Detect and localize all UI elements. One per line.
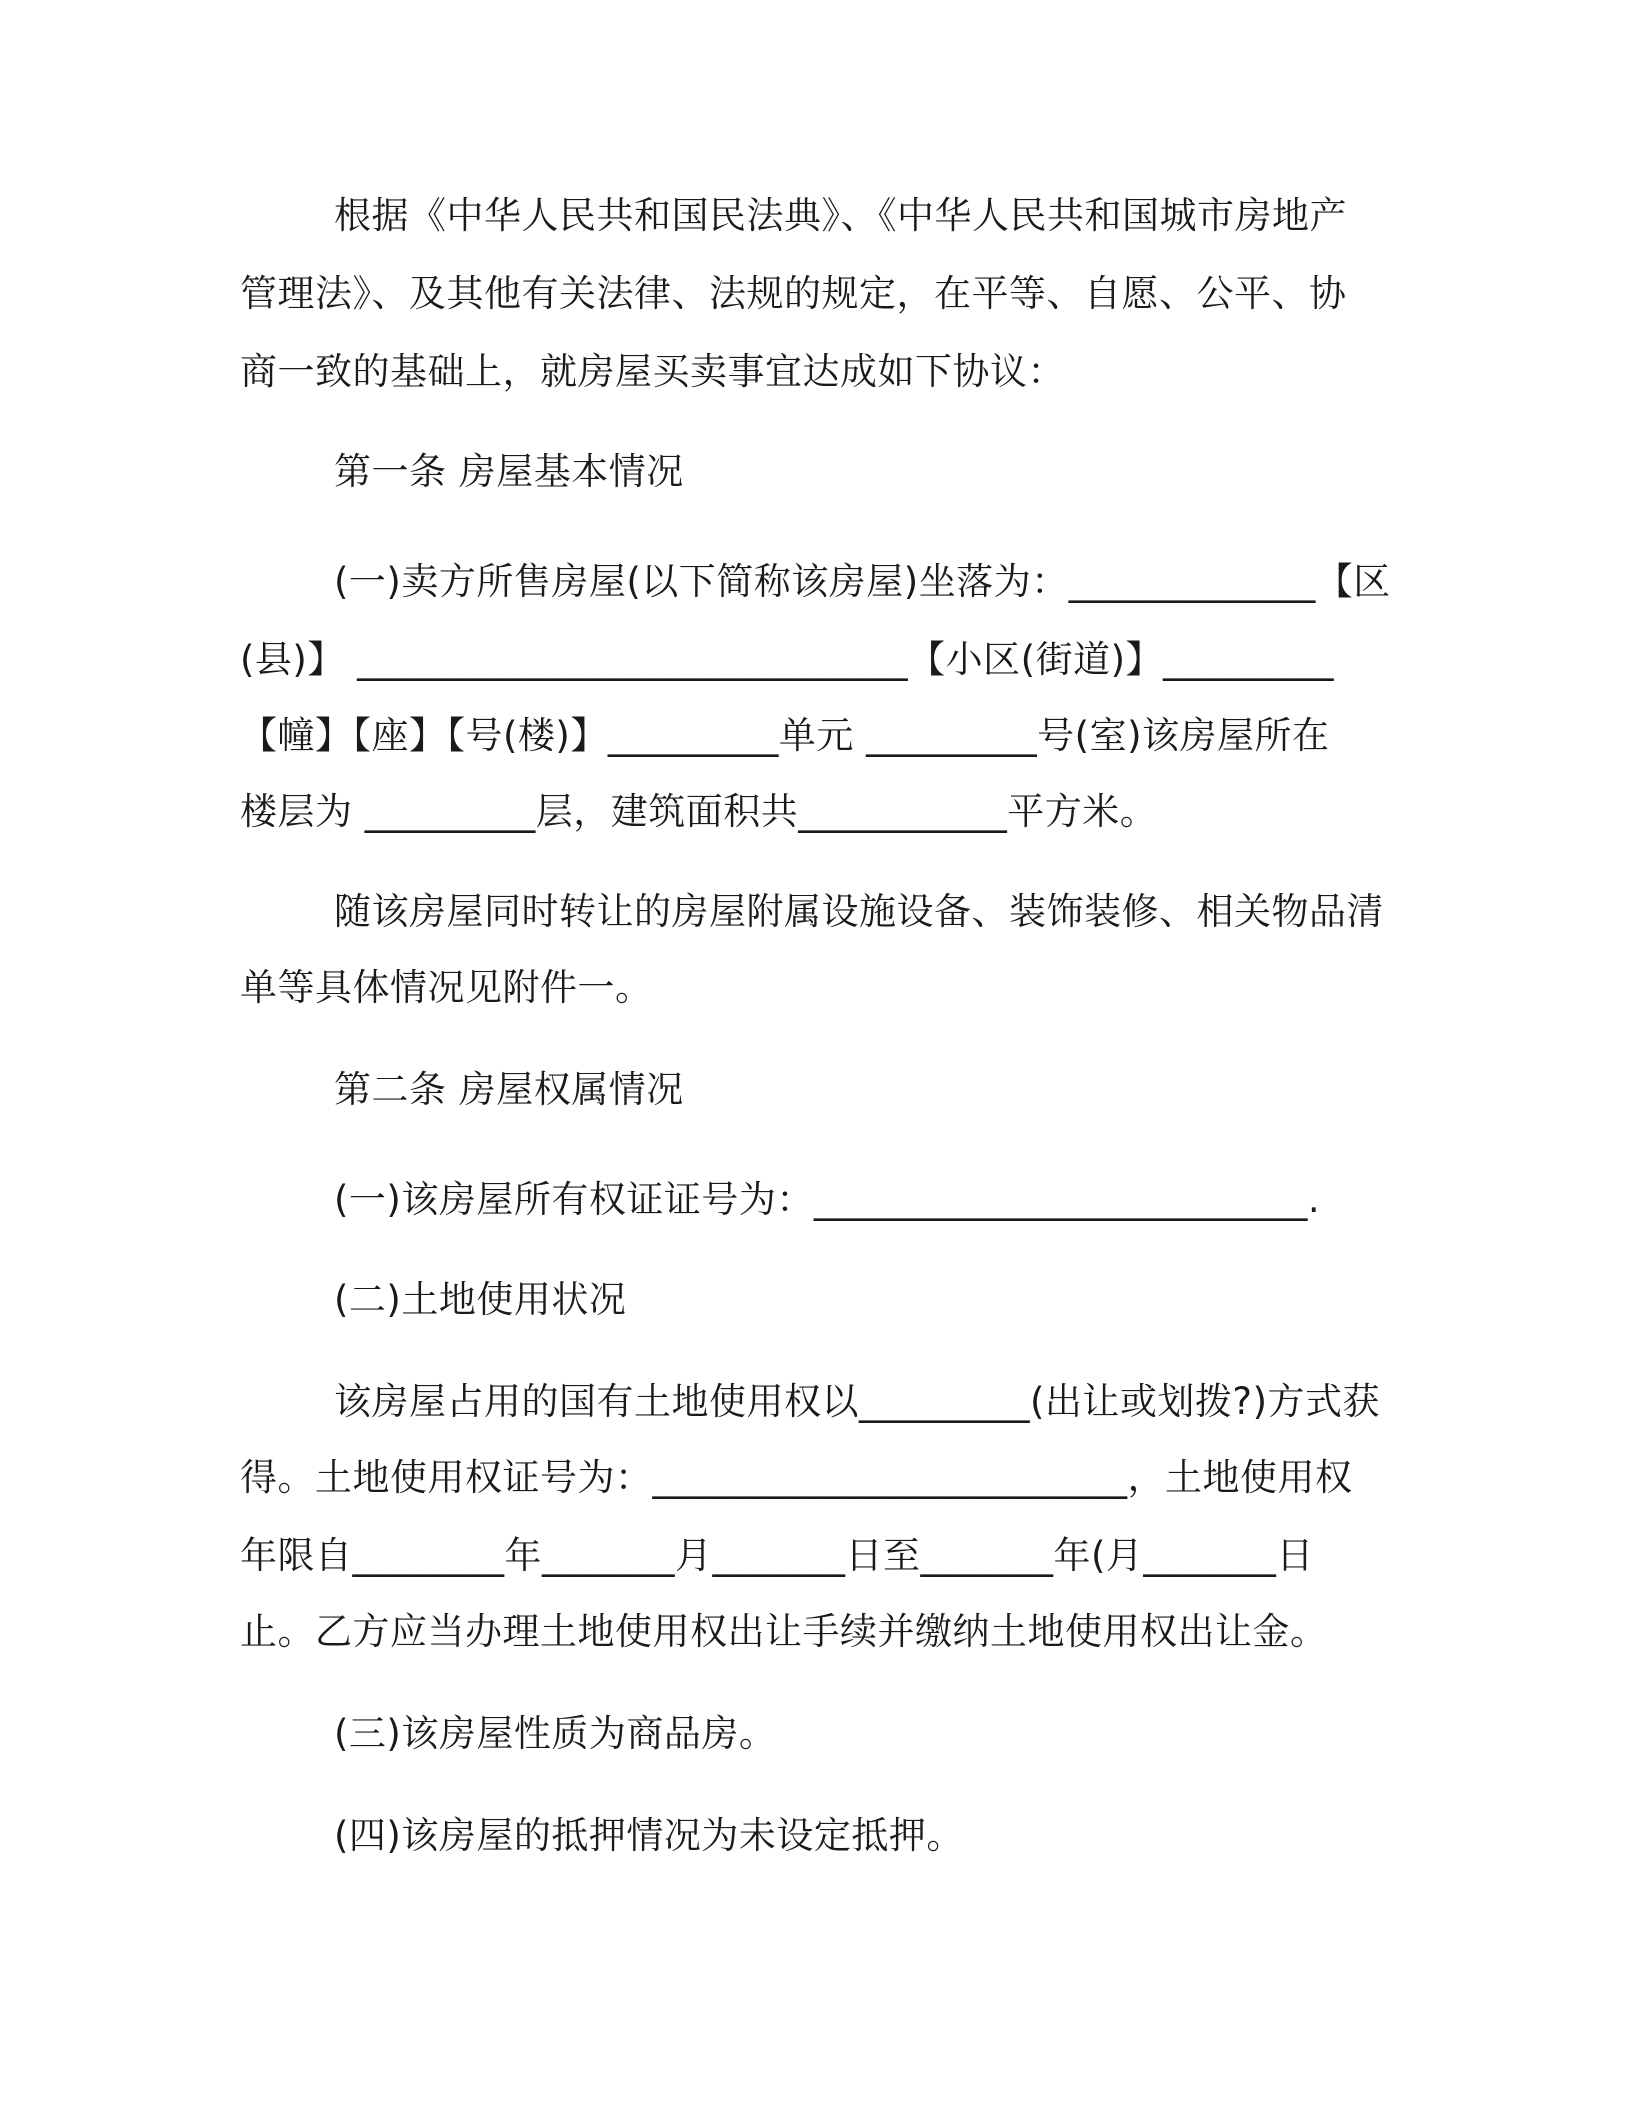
land-use-line-2: 得。土地使用权证号为：_________________________，土地使用权 [240, 1456, 1353, 1499]
article-2-item-2-heading: (二)土地使用状况 [334, 1278, 627, 1321]
article-2-heading: 第二条 房屋权属情况 [334, 1068, 684, 1111]
article-1-item-1-line-4: 楼层为 _________层，建筑面积共___________平方米。 [240, 790, 1158, 833]
article-2-item-1: (一)该房屋所有权证证号为：__________________________. [334, 1178, 1321, 1221]
article-1-para-2-line-2: 单等具体情况见附件一。 [240, 966, 653, 1009]
preamble-line-3: 商一致的基础上，就房屋买卖事宜达成如下协议： [240, 350, 1065, 393]
article-2-item-3: (三)该房屋性质为商品房。 [334, 1712, 777, 1755]
article-1-item-1-line-2: (县)】 _____________________________【小区(街道)】_________ [240, 638, 1335, 681]
land-use-line-1: 该房屋占用的国有土地使用权以_________(出让或划拨?)方式获 [334, 1380, 1381, 1423]
article-2-item-4: (四)该房屋的抵押情况为未设定抵押。 [334, 1814, 964, 1857]
article-1-item-1-line-3: 【幢】【座】【号(楼)】_________单元 _________号(室)该房屋所在 [240, 714, 1330, 757]
article-1-item-1-line-1: (一)卖方所售房屋(以下简称该房屋)坐落为：_____________【区 [334, 560, 1391, 603]
article-1-para-2-line-1: 随该房屋同时转让的房屋附属设施设备、装饰装修、相关物品清 [334, 890, 1384, 933]
land-use-line-4: 止。乙方应当办理土地使用权出让手续并缴纳土地使用权出让金。 [240, 1610, 1328, 1653]
article-1-heading: 第一条 房屋基本情况 [334, 450, 684, 493]
preamble-line-1: 根据《中华人民共和国民法典》、《中华人民共和国城市房地产 [334, 194, 1347, 237]
preamble-line-2: 管理法》、及其他有关法律、法规的规定，在平等、自愿、公平、协 [240, 272, 1347, 315]
land-use-line-3: 年限自________年_______月_______日至_______年(月_______日 [240, 1534, 1314, 1577]
